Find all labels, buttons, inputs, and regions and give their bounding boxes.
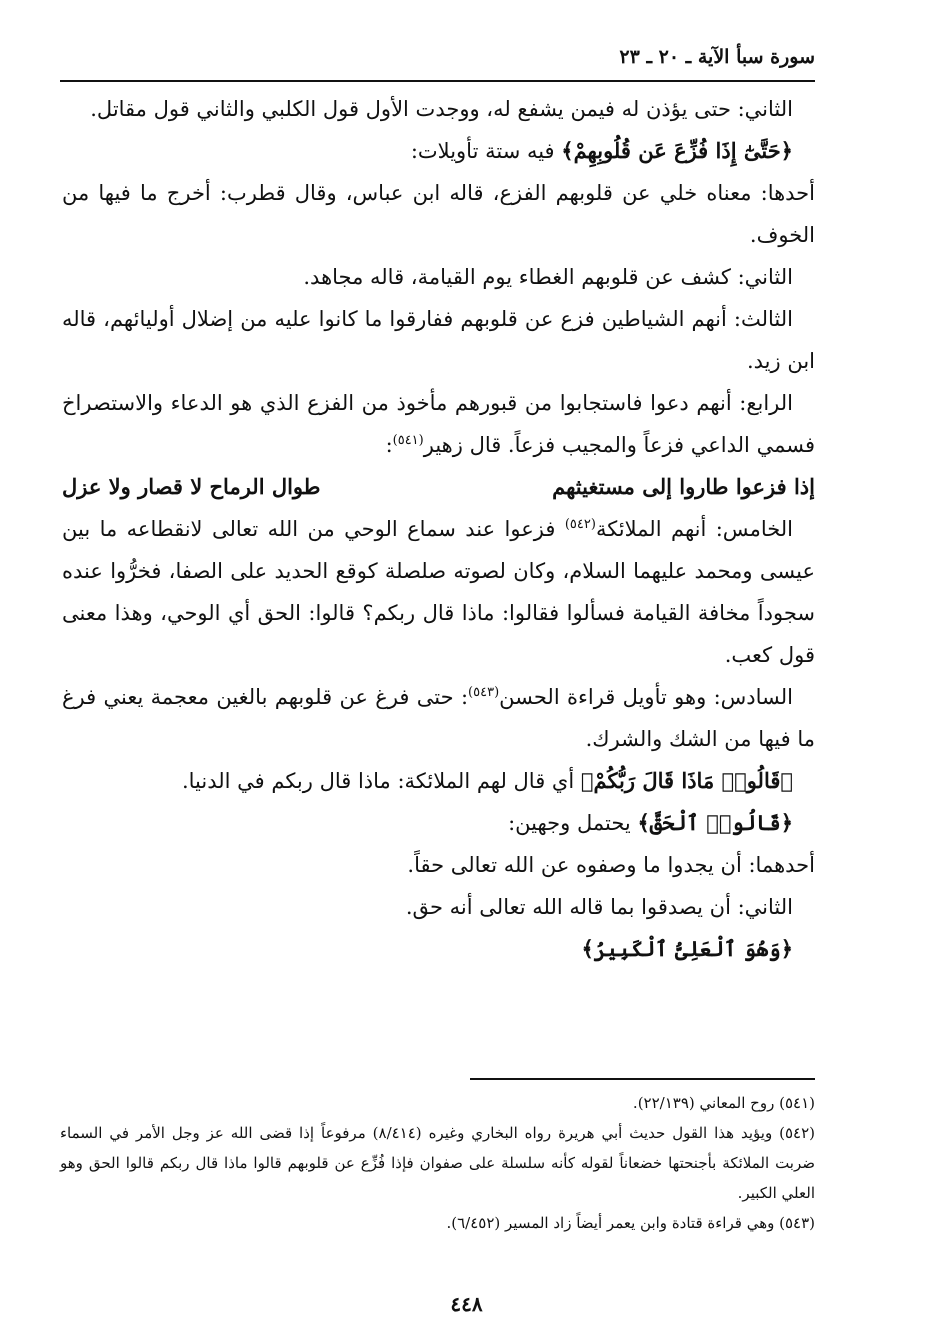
paragraph-text: فيه ستة تأويلات:	[410, 139, 562, 163]
poem-second-hemistich: طوال الرماح لا قصار ولا عزل	[62, 474, 321, 499]
footnote: (٥٤٣) وهي قراءة قتادة وابن يعمر أيضاً زاد المسير (٦/٤٥٢).	[446, 1214, 815, 1232]
footnote-ref: (٥٤٢)	[564, 517, 596, 532]
paragraph	[62, 256, 815, 298]
quran-verse: ﴿وَهُوَ ٱلْعَلِىُّ ٱلْكَبِيرُ﴾	[581, 936, 793, 961]
paragraph	[62, 802, 815, 844]
poem-verse	[62, 466, 815, 508]
paragraph	[62, 298, 815, 382]
paragraph-text: الثاني: كشف عن قلوبهم الغطاء يوم القيامة، قاله مجاهد.	[303, 265, 793, 289]
paragraph-text: أي قال لهم الملائكة: ماذا قال ربكم في الدنيا.	[181, 769, 581, 793]
paragraph	[62, 508, 815, 676]
paragraph-text: الثالث: أنهم الشياطين فزع عن قلوبهم ففارقوا ما كانوا عليه من إضلال أوليائهم، قاله ابن زيد.	[62, 307, 815, 373]
footnote: (٥٤١) روح المعاني (٢٢/١٣٩).	[632, 1094, 815, 1112]
paragraph-text: يحتمل وجهين:	[508, 811, 638, 835]
paragraph-text: :	[385, 433, 393, 457]
paragraph	[62, 676, 815, 760]
paragraph-text: : حتى فرغ عن قلوبهم بالغين معجمة يعني فرغ ما فيها من الشك والشرك.	[62, 685, 815, 751]
page-number: ٤٤٨	[450, 1292, 483, 1316]
paragraph	[62, 928, 815, 970]
paragraph-text: الخامس: أنهم الملائكة	[595, 517, 794, 541]
poem-first-hemistich: إذا فزعوا طاروا إلى مستغيثهم	[552, 474, 815, 499]
paragraph-text: الثاني: حتى يؤذن له فيمن يشفع له، ووجدت الأول قول الكلبي والثاني قول مقاتل.	[90, 97, 793, 121]
paragraph	[62, 760, 815, 802]
quran-verse: ﴿قَالُوا۟ مَاذَا قَالَ رَبُّكُمْ﴾	[580, 768, 793, 793]
footnote-ref: (٥٤٣)	[468, 685, 500, 700]
main-text	[62, 88, 815, 970]
paragraph-text: الثاني: أن يصدقوا بما قاله الله تعالى أنه حق.	[405, 895, 793, 919]
running-header	[60, 40, 815, 80]
paragraph	[62, 382, 815, 466]
footnote-ref: (٥٤١)	[392, 433, 424, 448]
paragraph-text: الرابع: أنهم دعوا فاستجابوا من قبورهم مأخوذ من الفزع الذي هو الدعاء والاستصراخ فسمي الداعي فزعاً والمجيب فزعاً. قال زهير	[62, 391, 815, 457]
paragraph	[62, 88, 815, 130]
quran-verse: ﴿قَالُوا۟ ٱلْحَقَّ﴾	[637, 810, 793, 835]
paragraph-text: فزعوا عند سماع الوحي من الله تعالى لانقطاعه ما بين عيسى ومحمد عليهما السلام، وكان لصوته صلصلة كوقع الحديد على الصفا، فخرُّوا عنده سجوداً مخافة القيامة فسألوا فقالوا: ماذا قال ربكم؟ قالوا: الحق أي الوحي، وهذا معنى قول كعب.	[62, 517, 815, 667]
footnotes	[60, 1088, 815, 1238]
footnote-separator	[470, 1078, 815, 1080]
footnote: (٥٤٢) ويؤيد هذا القول حديث أبي هريرة رواه البخاري وغيره (٨/٤١٤) مرفوعاً إذا قضى الله عز وجل الأمر في السماء ضربت الملائكة بأجنحتها خضعاناً لقوله كأنه سلسلة على صفوان فإذا فُزِّع عن قلوبهم قالوا ماذا قال ربكم قالوا الحق وهو العلي الكبير.	[60, 1124, 815, 1202]
header-title: سورة سبأ الآية ـ ٢٠ ـ ٢٣	[619, 46, 815, 68]
header-rule	[60, 80, 815, 82]
quran-verse: ﴿حَتَّىٰٓ إِذَا فُزِّعَ عَن قُلُوبِهِمْ﴾	[561, 138, 793, 163]
paragraph	[62, 886, 815, 928]
paragraph	[62, 172, 815, 256]
paragraph-text: أحدهما: أن يجدوا ما وصفوه عن الله تعالى حقاً.	[407, 853, 815, 877]
paragraph-text: السادس: وهو تأويل قراءة الحسن	[499, 685, 793, 709]
paragraph	[62, 130, 815, 172]
paragraph	[62, 844, 815, 886]
paragraph-text: أحدها: معناه خلي عن قلوبهم الفزع، قاله ابن عباس، وقال قطرب: أخرج ما فيها من الخوف.	[62, 181, 815, 247]
